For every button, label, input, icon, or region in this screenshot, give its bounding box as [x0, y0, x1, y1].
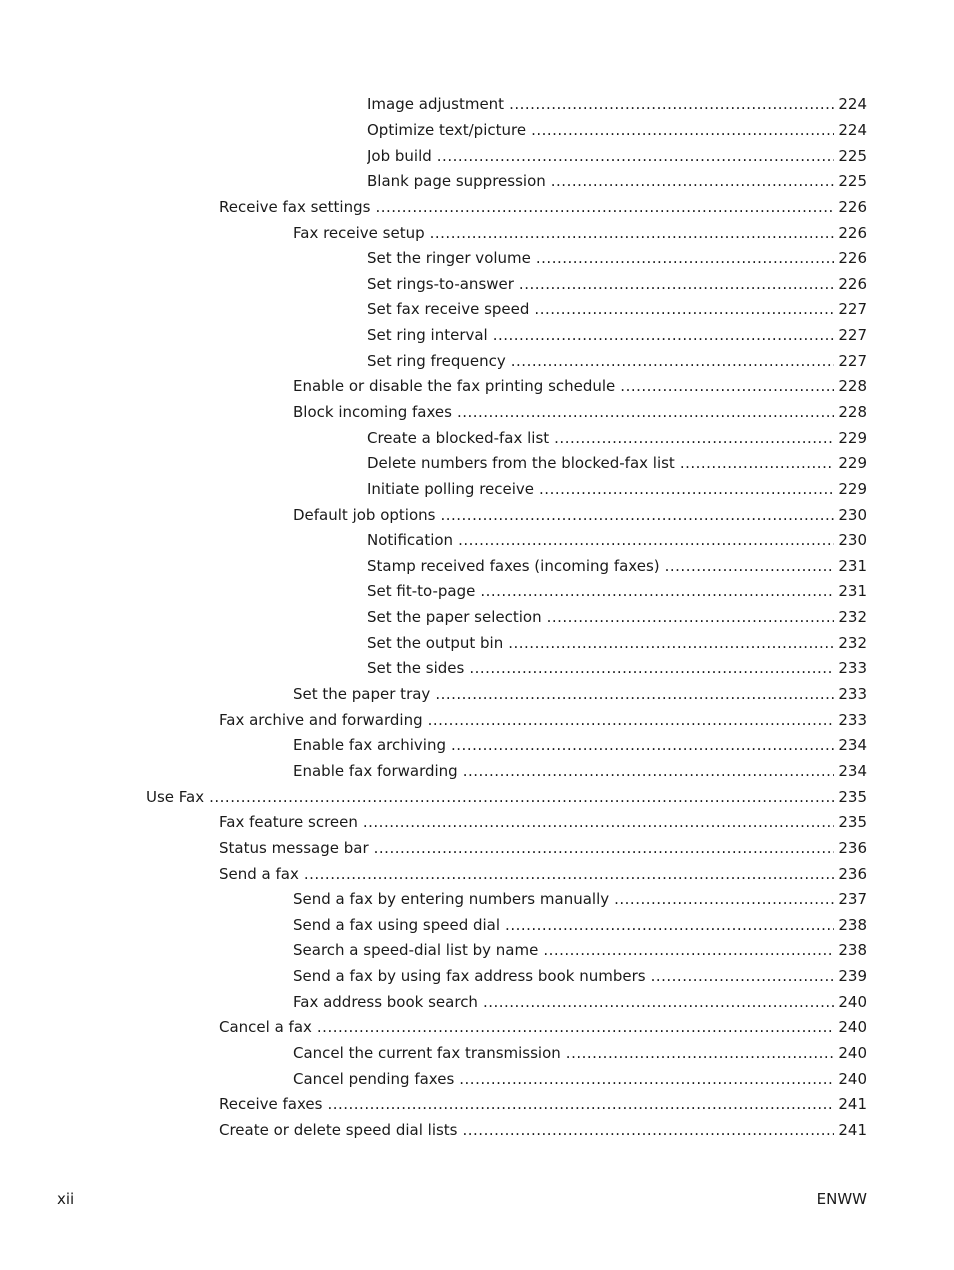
- toc-entry[interactable]: [0, 733, 954, 759]
- toc-entry[interactable]: [0, 246, 954, 272]
- dot-leader: [505, 918, 834, 933]
- toc-entry-line: [367, 425, 867, 451]
- toc-entry-page-number: 236: [838, 864, 867, 883]
- toc-entry-line: [367, 169, 867, 195]
- toc-entry-page-number: 229: [838, 428, 867, 447]
- toc-entry[interactable]: [0, 1118, 954, 1144]
- dot-leader: [539, 482, 834, 497]
- toc-entry-line: [293, 502, 867, 528]
- toc-entry-line: [367, 656, 867, 682]
- table-of-contents: [0, 92, 954, 1143]
- toc-entry-title: Set the ringer volume: [367, 249, 531, 268]
- toc-entry[interactable]: [0, 118, 954, 144]
- dot-leader: [614, 892, 834, 907]
- dot-leader: [209, 790, 834, 805]
- toc-entry-line: [367, 605, 867, 631]
- toc-entry-title: Image adjustment: [367, 95, 505, 114]
- toc-entry-page-number: 226: [838, 274, 867, 293]
- dot-leader: [317, 1020, 834, 1035]
- toc-entry-title: Fax feature screen: [219, 813, 358, 832]
- toc-entry[interactable]: [0, 1066, 954, 1092]
- dot-leader: [511, 354, 835, 369]
- toc-entry-title: Set the paper tray: [293, 685, 431, 704]
- toc-entry[interactable]: [0, 836, 954, 862]
- toc-entry-page-number: 234: [838, 736, 867, 755]
- toc-entry[interactable]: [0, 451, 954, 477]
- toc-entry-title: Search a speed-dial list by name: [293, 941, 539, 960]
- toc-entry-page-number: 230: [838, 505, 867, 524]
- toc-entry-line: [367, 579, 867, 605]
- toc-entry-title: Set the sides: [367, 659, 465, 678]
- toc-entry[interactable]: [0, 271, 954, 297]
- dot-leader: [428, 713, 835, 728]
- toc-entry-line: [367, 323, 867, 349]
- toc-entry-title: Cancel the current fax transmission: [293, 1044, 561, 1063]
- toc-entry-title: Notification: [367, 531, 454, 550]
- dot-leader: [536, 251, 834, 266]
- toc-entry-line: [219, 1015, 867, 1041]
- toc-entry[interactable]: [0, 195, 954, 221]
- toc-entry-page-number: 225: [838, 146, 867, 165]
- toc-entry-line: [293, 938, 867, 964]
- toc-entry-page-number: 226: [838, 249, 867, 268]
- toc-entry-page-number: 224: [838, 120, 867, 139]
- toc-entry-line: [219, 1118, 867, 1144]
- toc-entry-line: [367, 528, 867, 554]
- toc-entry-line: [293, 733, 867, 759]
- toc-entry-title: Create or delete speed dial lists: [219, 1120, 458, 1139]
- toc-entry-page-number: 237: [838, 890, 867, 909]
- toc-entry-line: [367, 630, 867, 656]
- toc-entry-page-number: 228: [838, 403, 867, 421]
- toc-entry-page-number: 227: [838, 326, 867, 345]
- toc-entry[interactable]: [0, 605, 954, 631]
- dot-leader: [430, 226, 835, 241]
- toc-entry[interactable]: [0, 759, 954, 785]
- dot-leader: [620, 379, 834, 394]
- toc-entry-title: Fax archive and forwarding: [219, 710, 423, 729]
- toc-entry-page-number: 240: [838, 1044, 867, 1063]
- toc-entry-page-number: 226: [838, 223, 867, 242]
- toc-entry-title: Send a fax by entering numbers manually: [293, 890, 610, 909]
- toc-entry-line: [293, 989, 867, 1015]
- dot-leader: [651, 969, 835, 984]
- toc-entry-line: [219, 1092, 867, 1118]
- toc-entry[interactable]: [0, 1015, 954, 1041]
- toc-entry-title: Cancel a fax: [219, 1018, 312, 1037]
- toc-entry[interactable]: [0, 297, 954, 323]
- toc-entry-page-number: 239: [838, 967, 867, 986]
- toc-entry-line: [367, 143, 867, 169]
- toc-entry-title: Fax receive setup: [293, 223, 425, 242]
- dot-leader: [547, 610, 835, 625]
- toc-entry-line: [293, 1066, 867, 1092]
- toc-entry[interactable]: [0, 579, 954, 605]
- dot-leader: [519, 277, 834, 292]
- toc-entry-title: Enable fax forwarding: [293, 761, 458, 780]
- toc-entry-line: [293, 682, 867, 708]
- toc-entry-title: Enable fax archiving: [293, 736, 447, 755]
- toc-entry-title: Stamp received faxes (incoming faxes): [367, 556, 660, 575]
- toc-entry-page-number: 236: [838, 838, 867, 857]
- toc-entry[interactable]: [0, 143, 954, 169]
- toc-entry-line: [293, 220, 867, 246]
- toc-entry[interactable]: [0, 707, 954, 733]
- toc-entry-page-number: 240: [838, 1069, 867, 1088]
- toc-entry[interactable]: [0, 425, 954, 451]
- dot-leader: [480, 584, 834, 599]
- toc-entry-title: Receive fax settings: [219, 197, 371, 216]
- toc-entry-title: Fax address book search: [293, 992, 478, 1011]
- dot-leader: [463, 764, 835, 779]
- toc-entry-page-number: 229: [838, 454, 867, 473]
- toc-entry-line: [219, 195, 867, 221]
- toc-entry-line: [367, 92, 867, 118]
- toc-entry-line: [219, 810, 867, 836]
- dot-leader: [463, 1123, 835, 1138]
- toc-entry-title: Send a fax by using fax address book numbers: [293, 967, 646, 986]
- toc-entry[interactable]: [0, 220, 954, 246]
- toc-entry-page-number: 240: [838, 1018, 867, 1037]
- toc-entry[interactable]: [0, 887, 954, 913]
- dot-leader: [327, 1097, 834, 1112]
- toc-entry-title: Use Fax: [146, 787, 205, 806]
- toc-entry-line: [293, 964, 867, 990]
- dot-leader: [543, 943, 834, 958]
- toc-entry[interactable]: [0, 938, 954, 964]
- toc-entry-title: Job build: [367, 146, 432, 165]
- toc-entry-page-number: 238: [838, 915, 867, 934]
- toc-entry-page-number: 240: [838, 992, 867, 1011]
- toc-entry-page-number: 235: [838, 787, 867, 806]
- toc-entry[interactable]: [0, 477, 954, 503]
- dot-leader: [551, 174, 835, 189]
- toc-entry-title: Status message bar: [219, 838, 369, 857]
- toc-entry-title: Set fax receive speed: [367, 300, 530, 319]
- toc-entry-page-number: 238: [838, 941, 867, 960]
- toc-entry-line: [367, 297, 867, 323]
- toc-entry[interactable]: [0, 502, 954, 528]
- dot-leader: [469, 661, 834, 676]
- toc-entry[interactable]: [0, 554, 954, 580]
- toc-entry-title: Send a fax using speed dial: [293, 915, 501, 934]
- toc-entry-line: [293, 913, 867, 939]
- toc-entry[interactable]: [0, 323, 954, 349]
- toc-entry-page-number: 227: [838, 300, 867, 319]
- dot-leader: [440, 508, 834, 523]
- toc-entry-line: [367, 477, 867, 503]
- dot-leader: [509, 97, 834, 112]
- dot-leader: [534, 302, 834, 317]
- toc-entry-line: [367, 451, 867, 477]
- toc-entry-line: [146, 784, 867, 810]
- toc-entry-title: Enable or disable the fax printing schedule: [293, 377, 616, 396]
- toc-entry-line: [219, 861, 867, 887]
- toc-entry-page-number: 233: [838, 659, 867, 678]
- toc-entry-title: Block incoming faxes: [293, 403, 452, 421]
- toc-entry-title: Set the paper selection: [367, 608, 542, 627]
- toc-entry-title: Set ring frequency: [367, 351, 506, 370]
- dot-leader: [435, 687, 834, 702]
- toc-entry-line: [293, 887, 867, 913]
- dot-leader: [374, 841, 835, 856]
- toc-entry-title: Cancel pending faxes: [293, 1069, 455, 1088]
- toc-entry-line: [293, 1041, 867, 1067]
- toc-entry[interactable]: [0, 656, 954, 682]
- toc-entry-line: [293, 759, 867, 785]
- toc-entry-page-number: 232: [838, 608, 867, 627]
- toc-entry-line: [293, 374, 867, 400]
- toc-entry-line: [367, 246, 867, 272]
- toc-entry-title: Optimize text/picture: [367, 120, 527, 139]
- toc-entry[interactable]: [0, 989, 954, 1015]
- toc-entry-page-number: 225: [838, 172, 867, 191]
- toc-entry-page-number: 229: [838, 479, 867, 498]
- toc-entry-page-number: 234: [838, 761, 867, 780]
- dot-leader: [483, 995, 834, 1010]
- toc-entry-page-number: 232: [838, 633, 867, 652]
- toc-entry[interactable]: [0, 528, 954, 554]
- toc-entry[interactable]: [0, 169, 954, 195]
- toc-entry[interactable]: [0, 92, 954, 118]
- footer-page-number: xii: [57, 1190, 75, 1208]
- dot-leader: [459, 1072, 834, 1087]
- toc-entry-page-number: 241: [838, 1095, 867, 1114]
- toc-entry[interactable]: [0, 861, 954, 887]
- dot-leader: [451, 738, 834, 753]
- toc-entry-page-number: 233: [838, 685, 867, 704]
- dot-leader: [493, 328, 835, 343]
- toc-entry[interactable]: [0, 810, 954, 836]
- toc-entry-page-number: 226: [838, 197, 867, 216]
- toc-entry-page-number: 224: [838, 95, 867, 114]
- toc-entry-title: Create a blocked-fax list: [367, 428, 550, 447]
- dot-leader: [458, 533, 834, 548]
- toc-entry-line: [367, 554, 867, 580]
- toc-entry-title: Set fit-to-page: [367, 582, 476, 601]
- dot-leader: [554, 431, 834, 446]
- dot-leader: [566, 1046, 835, 1061]
- toc-entry[interactable]: [0, 630, 954, 656]
- toc-entry-page-number: 241: [838, 1120, 867, 1139]
- toc-entry-title: Delete numbers from the blocked-fax list: [367, 454, 675, 473]
- toc-entry-page-number: 233: [838, 710, 867, 729]
- toc-entry[interactable]: [0, 964, 954, 990]
- toc-entry[interactable]: [0, 400, 954, 426]
- toc-entry-title: Set rings-to-answer: [367, 274, 514, 293]
- dot-leader: [363, 815, 834, 830]
- dot-leader: [375, 200, 834, 215]
- toc-entry-title: Initiate polling receive: [367, 479, 535, 498]
- toc-entry[interactable]: [0, 1041, 954, 1067]
- toc-entry[interactable]: [0, 1092, 954, 1118]
- dot-leader: [508, 636, 834, 651]
- toc-entry-title: Blank page suppression: [367, 172, 546, 191]
- toc-entry-line: [293, 400, 867, 426]
- toc-entry[interactable]: [0, 374, 954, 400]
- toc-entry-line: [219, 707, 867, 733]
- toc-entry[interactable]: [0, 682, 954, 708]
- dot-leader: [304, 867, 835, 882]
- toc-entry-line: [367, 348, 867, 374]
- toc-entry-title: Send a fax: [219, 864, 299, 883]
- toc-entry-title: Set the output bin: [367, 633, 504, 652]
- toc-entry[interactable]: [0, 913, 954, 939]
- toc-entry-page-number: 227: [838, 351, 867, 370]
- toc-entry-page-number: 235: [838, 813, 867, 832]
- toc-entry-title: Set ring interval: [367, 326, 488, 345]
- toc-entry-line: [367, 271, 867, 297]
- dot-leader: [531, 123, 834, 138]
- toc-entry-page-number: 230: [838, 531, 867, 550]
- toc-entry-title: Receive faxes: [219, 1095, 323, 1114]
- toc-entry-line: [367, 118, 867, 144]
- toc-entry-title: Default job options: [293, 505, 436, 524]
- toc-entry-page-number: 228: [838, 377, 867, 396]
- dot-leader: [665, 559, 835, 574]
- dot-leader: [437, 149, 835, 164]
- toc-entry[interactable]: [0, 784, 954, 810]
- footer-label: ENWW: [816, 1190, 867, 1208]
- toc-entry-page-number: 231: [838, 556, 867, 575]
- dot-leader: [457, 405, 834, 420]
- dot-leader: [680, 456, 835, 471]
- toc-entry-page-number: 231: [838, 582, 867, 601]
- toc-entry-line: [219, 836, 867, 862]
- toc-entry[interactable]: [0, 348, 954, 374]
